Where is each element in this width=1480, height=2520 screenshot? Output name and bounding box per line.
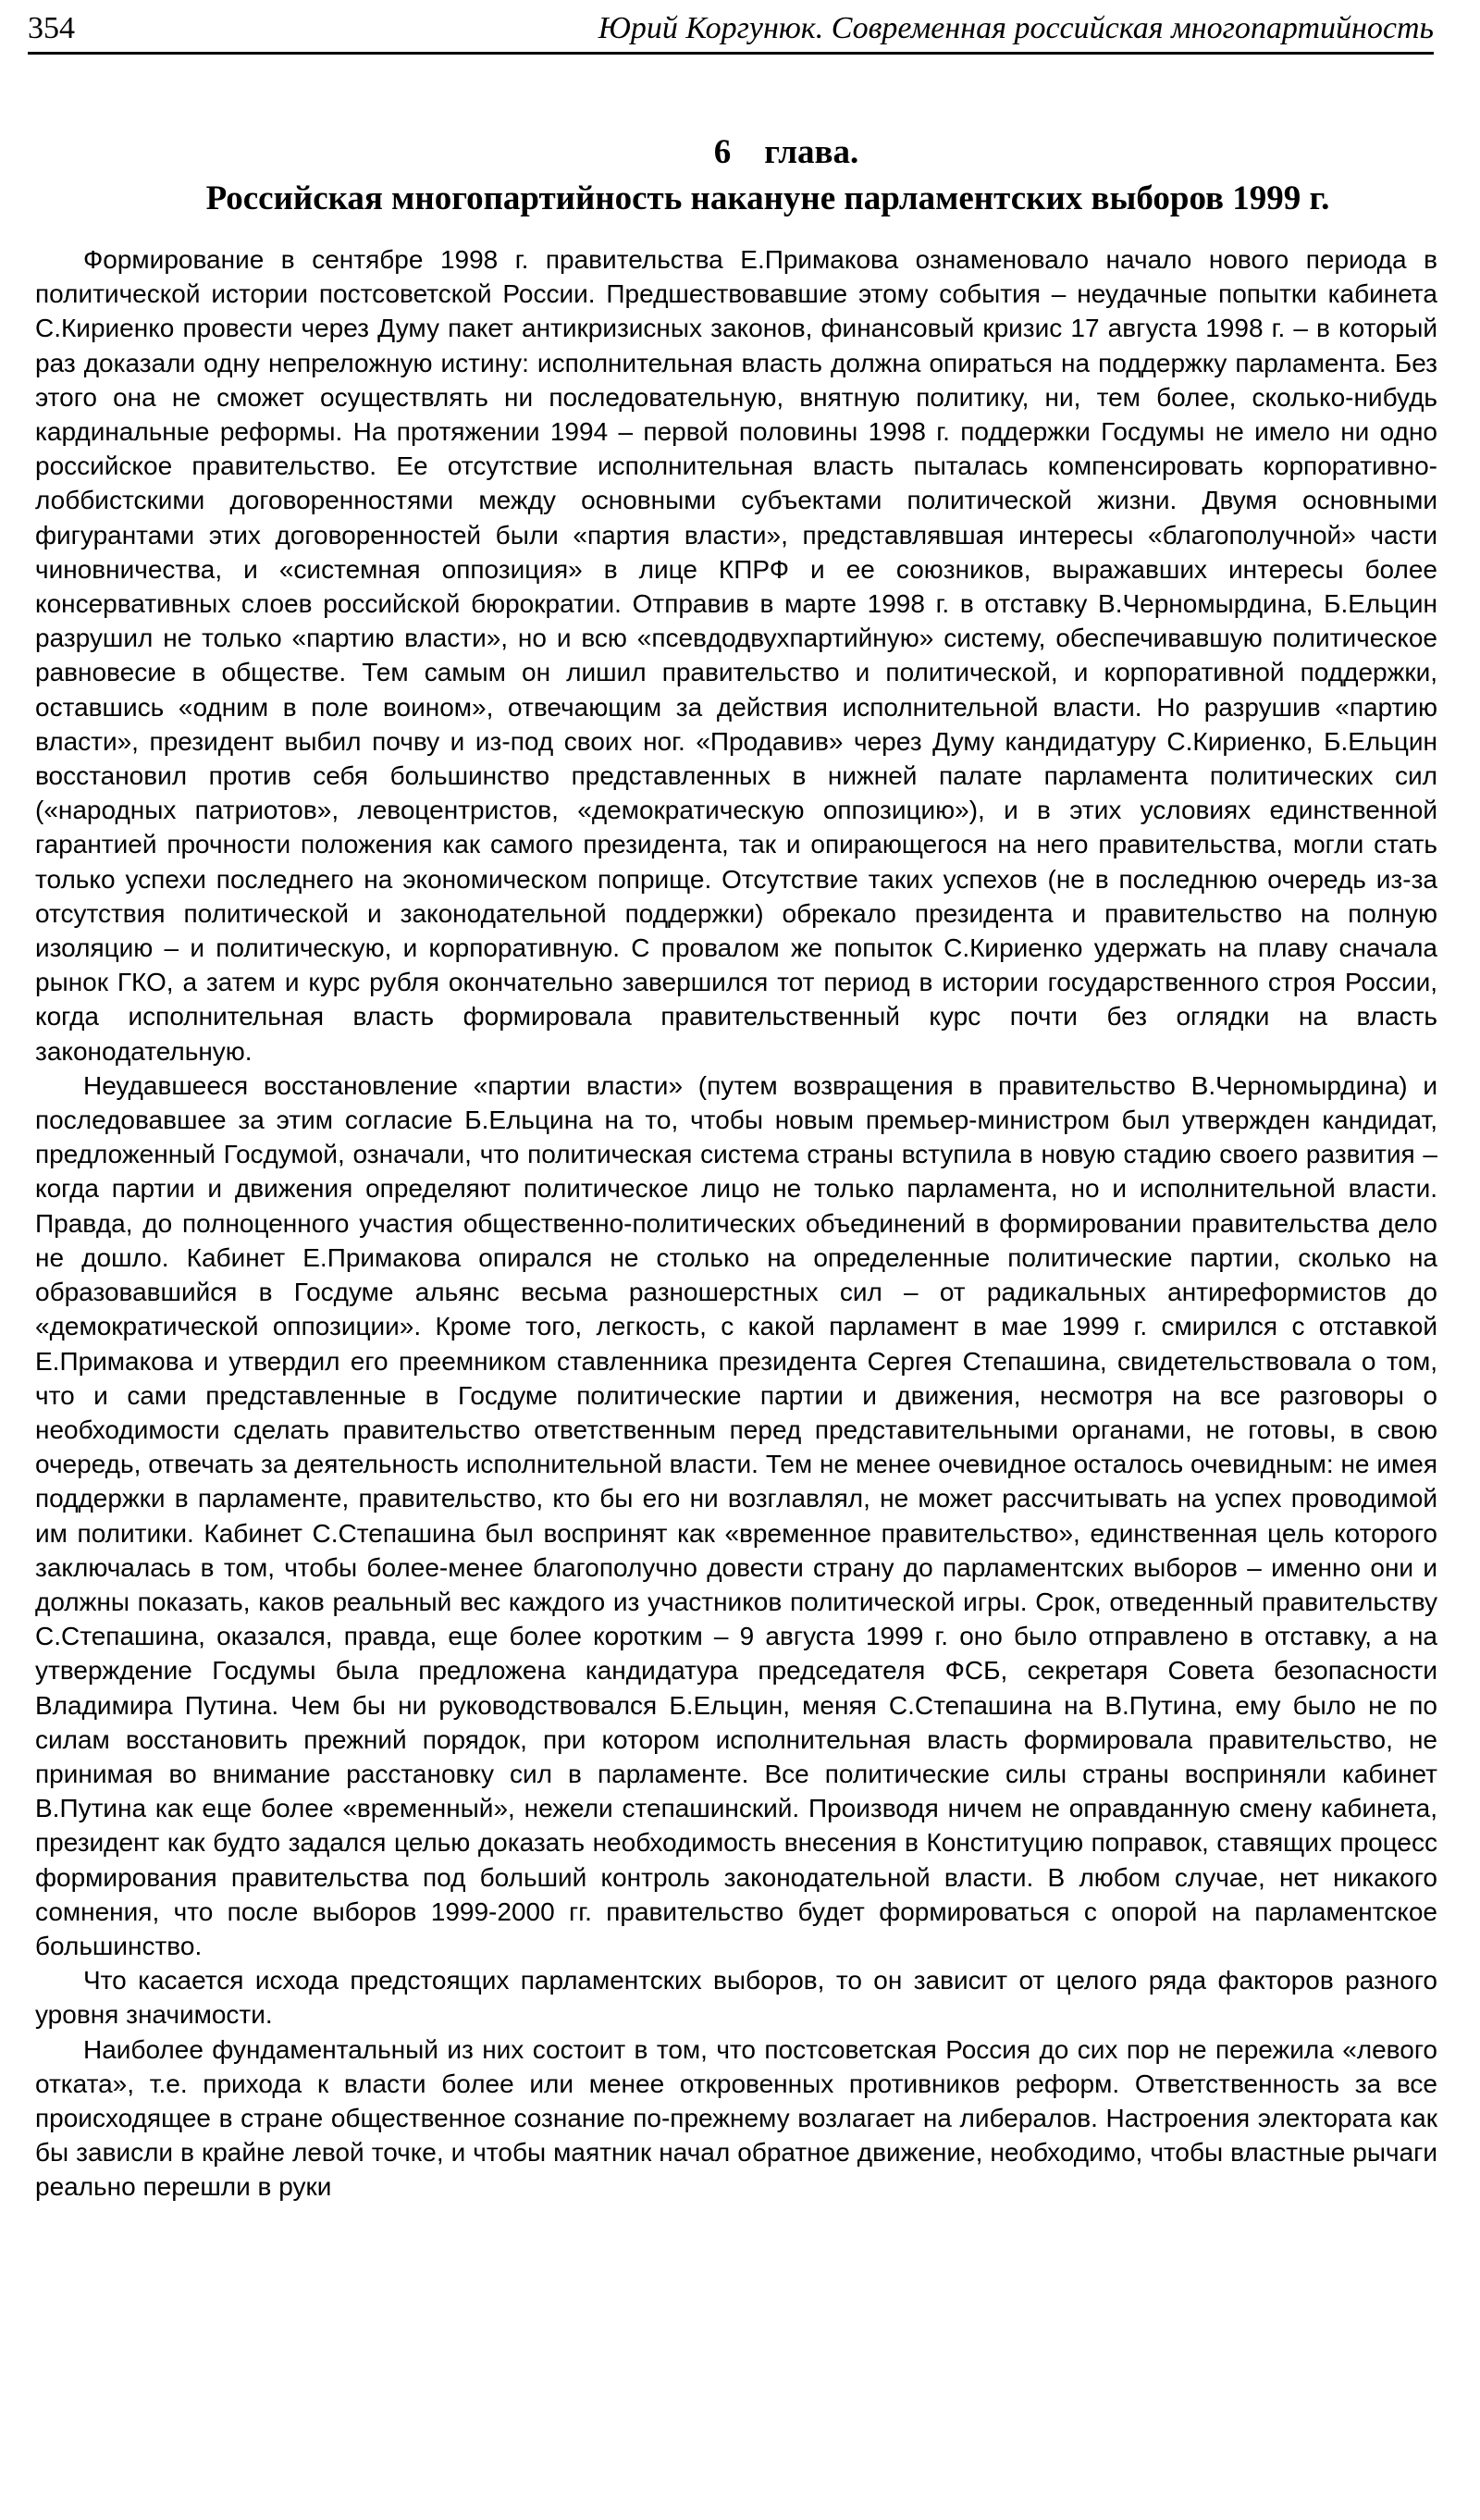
running-title: Юрий Коргунюк. Современная российская многопартийность bbox=[598, 11, 1434, 45]
chapter-label: глава. bbox=[764, 133, 859, 171]
running-header bbox=[28, 7, 1434, 55]
paragraph-4: Наиболее фундаментальный из них состоит в том, что постсоветская Россия до сих пор не пережила «левого отката», т.е. прихода к власти более или менее откровенных противников реформ. Ответственность за все происходящее в стране общественное сознание по-прежнему возлагает на либералов. Настроения электората как бы зависли в крайне левой точке, и чтобы маятник начал обратное движение, необходимо, чтобы властные рычаги реально перешли в руки bbox=[35, 2034, 1437, 2202]
paragraph-3: Что касается исхода предстоящих парламентских выборов, то он зависит от целого ряда факторов разного уровня значимости. bbox=[35, 1966, 1437, 2030]
chapter-title: Российская многопартийность накануне парламентских выборов 1999 г. bbox=[205, 179, 1330, 217]
chapter-number: 6 bbox=[713, 133, 732, 171]
chapter-heading bbox=[92, 130, 1443, 222]
body-text bbox=[35, 242, 1437, 2205]
chapter-number-line bbox=[92, 130, 1443, 176]
paragraph-2: Неудавшееся восстановление «партии власти» (путем возвращения в правительство В.Черномырдина) и последовавшее за этим согласие Б.Ельцина на то, чтобы новым премьер-министром был утвержден кандидат, предложенный Госдумой, означали, что политическая система страны вступила в новую стадию своего развития – когда партии и движения определяют политическое лицо не только парламента, но и исполнительной власти. Правда, до полноценного участия общественно-политических объединений в формировании правительства дело не дошло. Кабинет Е.Примакова опирался не столько на определенные политические партии, сколько на образовавшийся в Госдуме альянс весьма разношерстных сил – от радикальных антиреформистов до «демократической оппозиции». Кроме того, легкость, с какой парламент в мае 1999 г. смирился с отставкой Е.Примакова и утвердил его преемником ставленника президента Сергея Степашина, свидетельствовала о том, что и сами представленные в Госдуме политические партии и движения, несмотря на все разговоры о необходимости сделать правительство ответственным перед представительными органами, не готовы, в свою очередь, отвечать за деятельность исполнительной власти. Тем не менее очевидное осталось очевидным: не имея поддержки в парламенте, правительство, кто бы его ни возглавлял, не может рассчитывать на успех проводимой им политики. Кабинет С.Степашина был воспринят как «временное правительство», единственная цель которого заключалась в том, чтобы более-менее благополучно довести страну до парламентских выборов – именно они и должны показать, каков реальный вес каждого из участников политической игры. Срок, отведенный правительству С.Степашина, оказался, правда, еще более коротким – 9 августа 1999 г. оно было отправлено в отставку, а на утверждение Госдумы была предложена кандидатура председателя ФСБ, секретаря Совета безопасности Владимира Путина. Чем бы ни руководствовался Б.Ельцин, меняя С.Степашина на В.Путина, ему было не по силам восстановить прежний порядок, при котором исполнительная власть формировала правительство, не принимая во внимание расстановку сил в парламенте. Все политические силы страны восприняли кабинет В.Путина как еще более «временный», нежели степашинский. Производя ничем не оправданную смену кабинета, президент как будто задался целью доказать необходимость внесения в Конституцию поправок, ставящих процесс формирования правительства под больший контроль законодательной власти. В любом случае, нет никакого сомнения, что после выборов 1999-2000 гг. правительство будет формироваться с опорой на парламентское большинство. bbox=[35, 1070, 1437, 1960]
paragraph-1: Формирование в сентябре 1998 г. правительства Е.Примакова ознаменовало начало нового периода в политической истории постсоветской России. Предшествовавшие этому события – неудачные попытки кабинета С.Кириенко провести через Думу пакет антикризисных законов, финансовый кризис 17 августа 1998 г. – в который раз доказали одну непреложную истину: исполнительная власть должна опираться на поддержку парламента. Без этого она не сможет осуществлять ни последовательную, внятную политику, ни, тем более, сколько-нибудь кардинальные реформы. На протяжении 1994 – первой половины 1998 г. поддержки Госдумы не имело ни одно российское правительство. Ее отсутствие исполнительная власть пыталась компенсировать корпоративно-лоббистскими договоренностями между основными субъектами политической жизни. Двумя основными фигурантами этих договоренностей были «партия власти», представлявшая интересы «благополучной» части чиновничества, и «системная оппозиция» в лице КПРФ и ее союзников, выражавших интересы более консервативных слоев российской бюрократии. Отправив в марте 1998 г. в отставку В.Черномырдина, Б.Ельцин разрушил не только «партию власти», но и всю «псевдодвухпартийную» систему, обеспечивавшую политическое равновесие в обществе. Тем самым он лишил правительство и политической, и корпоративной поддержки, оставшись «одним в поле воином», отвечающим за действия исполнительной власти. Но разрушив «партию власти», президент выбил почву и из-под своих ног. «Продавив» через Думу кандидатуру С.Кириенко, Б.Ельцин восстановил против себя большинство представленных в нижней палате парламента политических сил («народных патриотов», левоцентристов, «демократическую оппозицию»), и в этих условиях единственной гарантией прочности положения как самого президента, так и опирающегося на него правительства, могли стать только успехи последнего на экономическом поприще. Отсутствие таких успехов (не в последнюю очередь из-за отсутствия политической и законодательной поддержки) обрекало президента и правительство на полную изоляцию – и политическую, и корпоративную. С провалом же попыток С.Кириенко удержать на плаву сначала рынок ГКО, а затем и курс рубля окончательно завершился тот период в истории государственного строя России, когда исполнительная власть формировала правительственный курс почти без оглядки на власть законодательную. bbox=[35, 245, 1437, 1066]
page-number: 354 bbox=[28, 11, 75, 45]
